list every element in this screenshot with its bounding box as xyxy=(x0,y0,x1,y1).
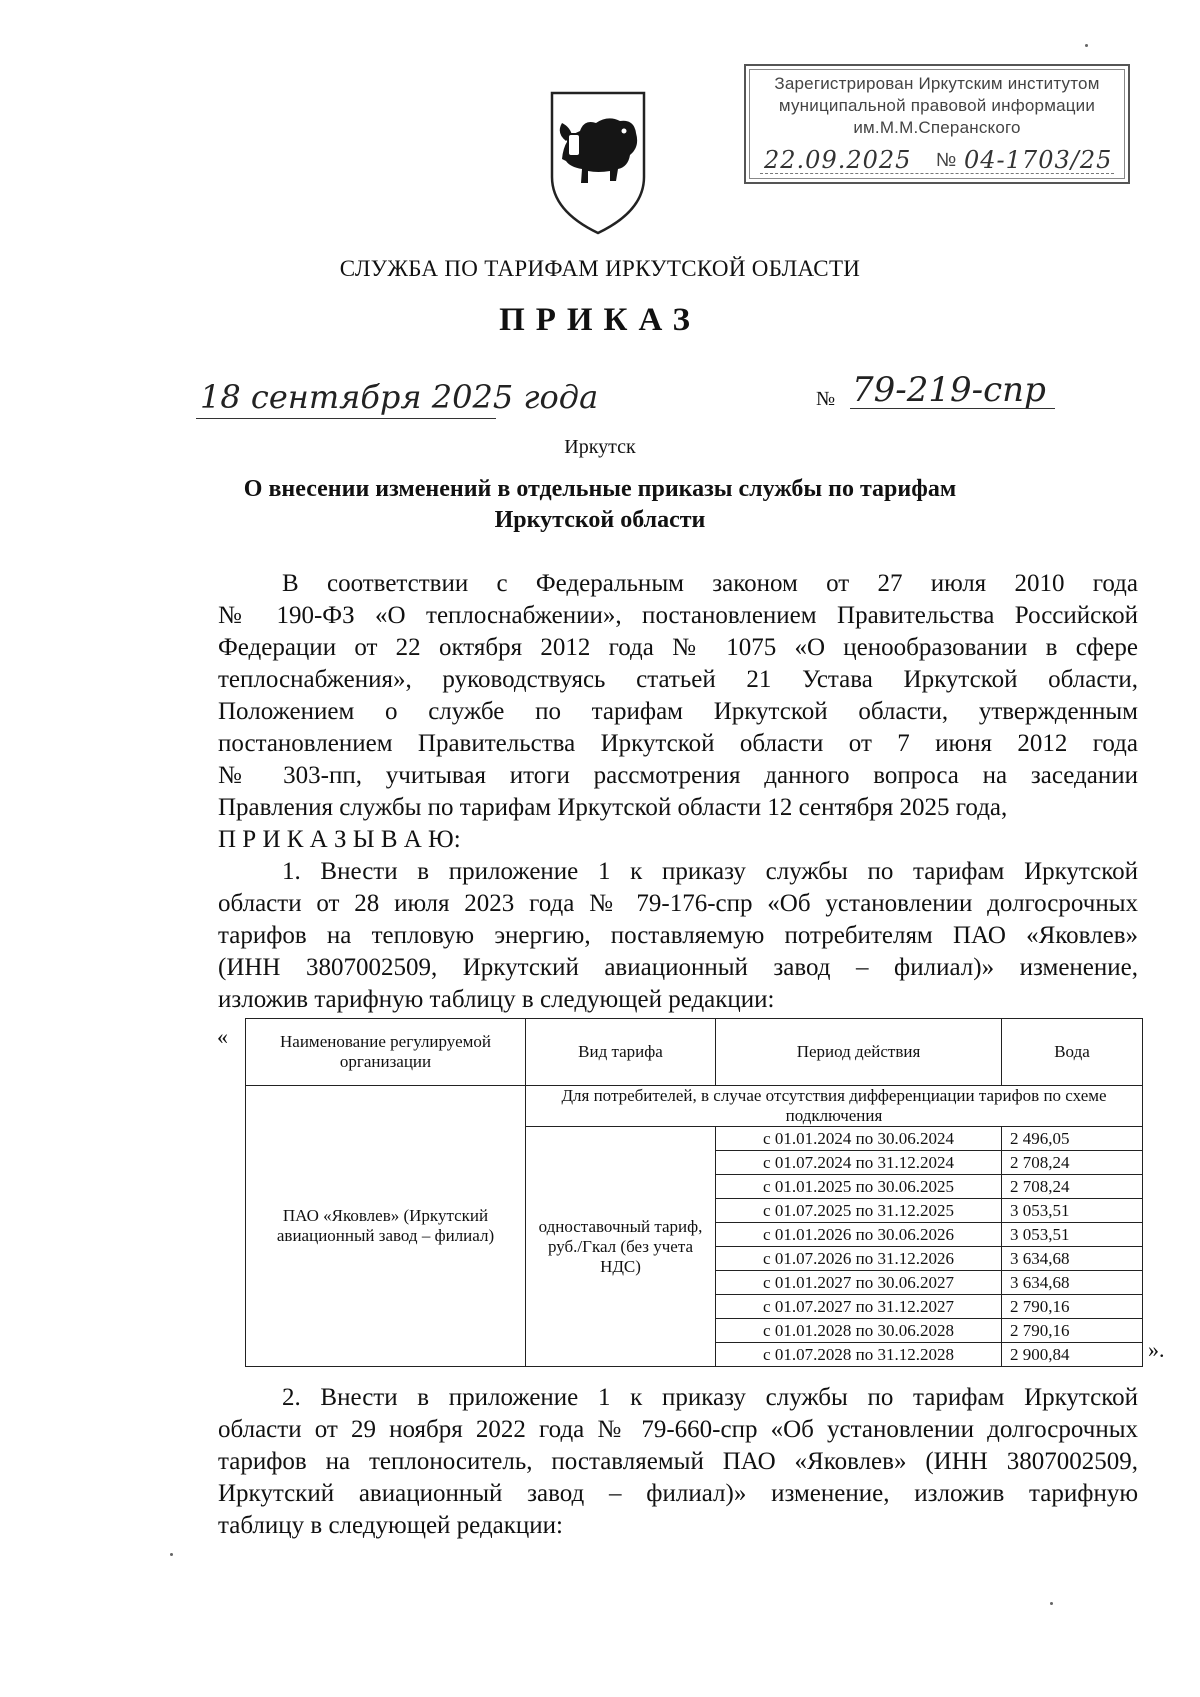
item-1-line: (ИНН 3807002509, Иркутский авиационный завод – филиал)» изменение, xyxy=(218,954,1138,981)
period-cell: с 01.01.2025 по 30.06.2025 xyxy=(716,1175,1002,1199)
preamble-line: № 190-ФЗ «О теплоснабжении», постановлением Правительства Российской xyxy=(218,602,1138,629)
number-underline xyxy=(850,408,1055,409)
period-cell: с 01.07.2026 по 31.12.2026 xyxy=(716,1247,1002,1271)
value-cell: 2 708,24 xyxy=(1002,1175,1143,1199)
item-2-line: 2. Внести в приложение 1 к приказу службы по тарифам Иркутской xyxy=(282,1384,1138,1411)
preamble-line: В соответствии с Федеральным законом от 27 июля 2010 года xyxy=(282,570,1138,597)
period-cell: с 01.01.2028 по 30.06.2028 xyxy=(716,1319,1002,1343)
period-cell: с 01.07.2027 по 31.12.2027 xyxy=(716,1295,1002,1319)
item-1-paragraph xyxy=(218,856,1138,1016)
item-2-line: области от 29 ноября 2022 года № 79-660-спр «Об установлении долгосрочных xyxy=(218,1416,1138,1443)
tariff-table xyxy=(245,1018,1143,1367)
header-tariff-type: Вид тарифа xyxy=(526,1019,716,1086)
value-cell: 2 708,24 xyxy=(1002,1151,1143,1175)
period-cell: с 01.07.2025 по 31.12.2025 xyxy=(716,1199,1002,1223)
period-cell: с 01.01.2026 по 30.06.2026 xyxy=(716,1223,1002,1247)
scan-speck xyxy=(1085,44,1088,47)
scan-speck xyxy=(170,1553,173,1556)
document-title xyxy=(180,474,1020,536)
document-type-heading: ПРИКАЗ xyxy=(499,302,701,338)
irkutsk-coat-of-arms-emblem xyxy=(548,89,648,237)
stamp-line-1: Зарегистрирован Иркутским институтом xyxy=(774,74,1100,93)
handwritten-order-date: 18 сентября 2025 года xyxy=(200,378,599,416)
preamble-paragraph xyxy=(218,568,1138,856)
tariff-type-cell: одноставочный тариф, руб./Гкал (без учета НДС) xyxy=(526,1127,716,1367)
handwritten-order-number: 79-219-спр xyxy=(852,370,1046,410)
organization-cell: ПАО «Яковлев» (Иркутский авиационный завод – филиал) xyxy=(246,1086,526,1367)
value-cell: 2 790,16 xyxy=(1002,1319,1143,1343)
preamble-line: теплоснабжения», руководствуясь статьей 21 Устава Иркутской области, xyxy=(218,666,1138,693)
value-cell: 2 496,05 xyxy=(1002,1127,1143,1151)
order-number-label: № xyxy=(816,388,836,410)
header-water: Вода xyxy=(1002,1019,1143,1086)
period-cell: с 01.01.2024 по 30.06.2024 xyxy=(716,1127,1002,1151)
preamble-line: № 303-пп, учитывая итоги рассмотрения данного вопроса на заседании xyxy=(218,762,1138,789)
preamble-line: постановлением Правительства Иркутской области от 7 июня 2012 года xyxy=(218,730,1138,757)
stamp-underline xyxy=(760,173,1114,174)
item-1-line: изложив тарифную таблицу в следующей редакции: xyxy=(218,986,775,1013)
value-cell: 3 053,51 xyxy=(1002,1223,1143,1247)
stamp-registration-number: 04-1703/25 xyxy=(964,146,1113,174)
consumer-subheader: Для потребителей, в случае отсутствия дифференциации тарифов по схеме подключения xyxy=(526,1086,1143,1127)
item-2-line: таблицу в следующей редакции: xyxy=(218,1512,563,1539)
title-line-2: Иркутской области xyxy=(494,507,706,533)
registration-stamp xyxy=(744,64,1130,184)
preamble-line: Правления службы по тарифам Иркутской области 12 сентября 2025 года, xyxy=(218,794,1008,821)
table-header-row xyxy=(246,1019,1143,1086)
table-open-quote: « xyxy=(217,1024,228,1049)
value-cell: 3 634,68 xyxy=(1002,1271,1143,1295)
header-period: Период действия xyxy=(716,1019,1002,1086)
period-cell: с 01.07.2024 по 31.12.2024 xyxy=(716,1151,1002,1175)
stamp-registration-date: 22.09.2025 xyxy=(764,146,912,174)
date-underline xyxy=(196,418,496,419)
stamp-line-3: им.М.М.Сперанского xyxy=(853,118,1021,137)
value-cell: 3 634,68 xyxy=(1002,1247,1143,1271)
order-word: П Р И К А З Ы В А Ю: xyxy=(218,826,461,853)
period-cell: с 01.07.2028 по 31.12.2028 xyxy=(716,1343,1002,1367)
value-cell: 2 900,84 xyxy=(1002,1343,1143,1367)
city-name: Иркутск xyxy=(564,436,636,458)
item-1-line: тарифов на тепловую энергию, поставляемую потребителям ПАО «Яковлев» xyxy=(218,922,1138,949)
item-2-paragraph xyxy=(218,1382,1138,1542)
item-1-line: 1. Внести в приложение 1 к приказу службы по тарифам Иркутской xyxy=(282,858,1138,885)
value-cell: 3 053,51 xyxy=(1002,1199,1143,1223)
table-close-quote: ». xyxy=(1148,1337,1165,1362)
agency-name: СЛУЖБА ПО ТАРИФАМ ИРКУТСКОЙ ОБЛАСТИ xyxy=(339,256,861,281)
period-cell: с 01.01.2027 по 30.06.2027 xyxy=(716,1271,1002,1295)
preamble-line: Федерации от 22 октября 2012 года № 1075 «О ценообразовании в сфере xyxy=(218,634,1138,661)
stamp-number-label: № xyxy=(936,150,957,171)
title-line-1: О внесении изменений в отдельные приказы службы по тарифам xyxy=(243,476,957,502)
item-2-line: Иркутский авиационный завод – филиал)» изменение, изложив тарифную xyxy=(218,1480,1138,1507)
stamp-line-2: муниципальной правовой информации xyxy=(778,96,1096,115)
item-1-line: области от 28 июля 2023 года № 79-176-спр «Об установлении долгосрочных xyxy=(218,890,1138,917)
value-cell: 2 790,16 xyxy=(1002,1295,1143,1319)
preamble-line: Положением о службе по тарифам Иркутской области, утвержденным xyxy=(218,698,1138,725)
item-2-line: тарифов на теплоноситель, поставляемый ПАО «Яковлев» (ИНН 3807002509, xyxy=(218,1448,1138,1475)
scan-speck xyxy=(1050,1602,1053,1605)
header-organization: Наименование регулируемой организации xyxy=(246,1019,526,1086)
